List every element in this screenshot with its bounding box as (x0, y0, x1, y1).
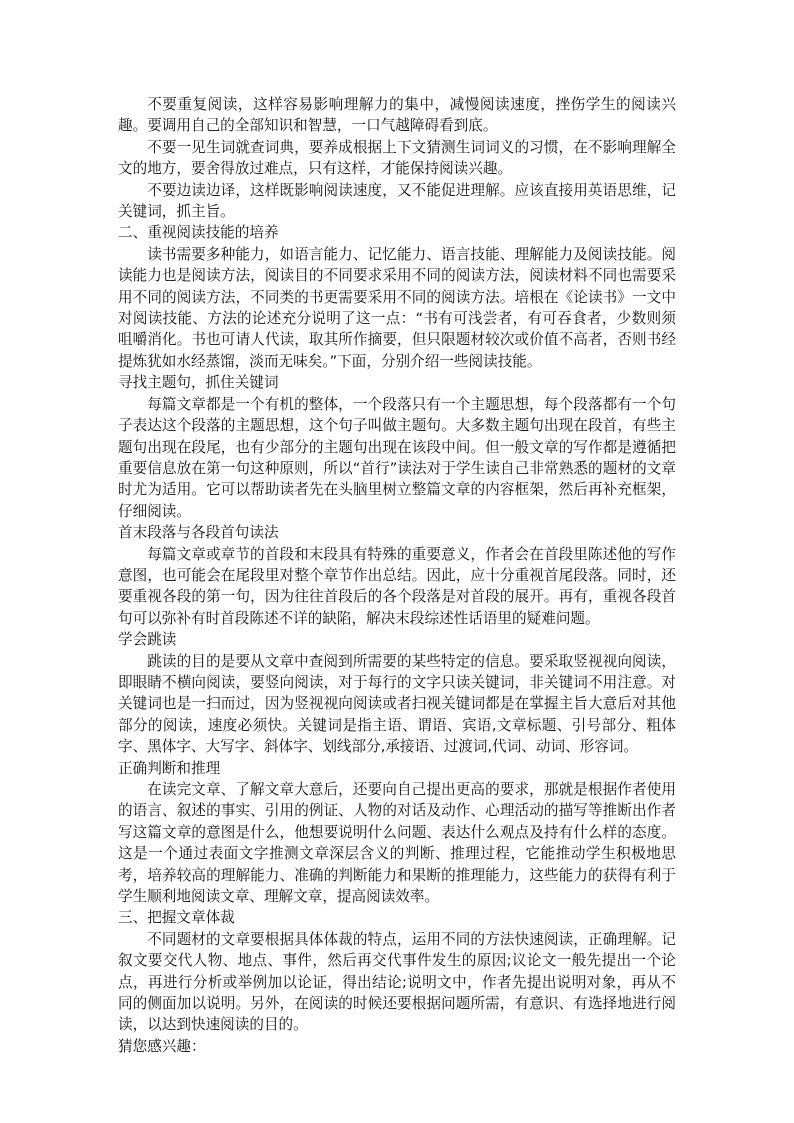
paragraph-no-dictionary: 不要一见生词就查词典，要养成根据上下文猜测生词词义的习惯，在不影响理解全文的地方，要舍得放过难点，只有这样，才能保持阅读兴趣。 (118, 138, 676, 178)
subheading-inference: 正确判断和推理 (118, 759, 221, 777)
subheading-topic-sentence: 寻找主题句，抓住关键词 (118, 374, 279, 392)
paragraph-topic-sentence: 每篇文章都是一个有机的整体，一个段落只有一个主题思想，每个段落都有一个句子表达这个段落的主题思想，这个句子叫做主题句。大多数主题句出现在段首，有些主题句出现在段尾，也有少部分的主题句出现在该段中间。但一般文章的写作都是遵循把重要信息放在第一句这种原则，所以“首行”读法对于学生读自己非常熟悉的题材的文章时尤为适用。它可以帮助读者先在头脑里树立整篇文章的内容框架，然后再补充框架，仔细阅读。 (118, 395, 676, 520)
paragraph-no-translating: 不要边读边译，这样既影响阅读速度，又不能促进理解。应该直接用英语思维，记关键词，抓主旨。 (118, 181, 676, 221)
paragraph-first-last-paragraphs: 每篇文章或章节的首段和末段具有特殊的重要意义，作者会在首段里陈述他的写作意图，也可能会在尾段里对整个章节作出总结。因此，应十分重视首尾段落。同时，还要重视各段的第一句，因为往往首段后的各个段落是对首段的展开。再有，重视各段首句可以弥补有时首段陈述不详的缺陷，解决末段综述性话语里的疑难问题。 (118, 545, 676, 627)
paragraph-no-rereading: 不要重复阅读，这样容易影响理解力的集中，减慢阅读速度，挫伤学生的阅读兴趣。要调用自己的全部知识和智慧，一口气越障碍看到底。 (118, 96, 676, 135)
subheading-skimming: 学会跳读 (118, 631, 177, 649)
section-heading-genre: 三、把握文章体裁 (118, 909, 235, 927)
paragraph-skimming: 跳读的目的是要从文章中查阅到所需要的某些特定的信息。要采取竖视视向阅读，即眼睛不横向阅读，要竖向阅读，对于每行的文字只读关键词，非关键词不用注意。对关键词也是一扫而过，因为竖视视向阅读或者扫视关键词都是在掌握主旨大意后对其他部分的阅读，速度必须快。关键词是指主语、谓语、宾语,文章标题、引号部分、粗体字、黑体字、大写字、斜体字、划线部分,承接语、过渡词,代词、动词、形容词。 (118, 652, 676, 756)
document-body (118, 94, 676, 1057)
section-heading-reading-skills: 二、重视阅读技能的培养 (118, 224, 279, 242)
paragraph-reading-abilities: 读书需要多种能力，如语言能力、记忆能力、语言技能、理解能力及阅读技能。阅读能力也是阅读方法，阅读目的不同要求采用不同的阅读方法，阅读材料不同也需要采用不同的阅读方法，不同类的书更需要采用不同的阅读方法。培根在《论读书》一文中对阅读技能、方法的论述充分说明了这一点：“书有可浅尝者，有可吞食者，少数则须咀嚼消化。书也可请人代读，取其所作摘要，但只限题材较次或价值不高者，否则书经提炼犹如水经蒸馏，淡而无味矣。”下面，分别介绍一些阅读技能。 (118, 245, 676, 370)
paragraph-inference: 在读完文章、了解文章大意后，还要向自己提出更高的要求，那就是根据作者使用的语言、叙述的事实、引用的例证、人物的对话及动作、心理活动的描写等推断出作者写这篇文章的意图是什么，他想要说明什么问题、表达什么观点及持有什么样的态度。这是一个通过表面文字推测文章深层含义的判断、推理过程，它能推动学生积极地思考，培养较高的理解能力、准确的判断能力和果断的推理能力，这些能力的获得有利于学生顺利地阅读文章、理解文章，提高阅读效率。 (118, 781, 676, 906)
related-articles-label: 猜您感兴趣： (118, 1037, 206, 1055)
paragraph-genre: 不同题材的文章要根据具体体裁的特点，运用不同的方法快速阅读，正确理解。记叙文要交代人物、地点、事件，然后再交代事件发生的原因;议论文一般先提出一个论点，再进行分析或举例加以论证，得出结论;说明文中，作者先提出说明对象，再从不同的侧面加以说明。另外，在阅读的时候还要根据问题所需，有意识、有选择地进行阅读，以达到快速阅读的目的。 (118, 930, 676, 1034)
subheading-first-last-paragraphs: 首末段落与各段首句读法 (118, 524, 279, 542)
